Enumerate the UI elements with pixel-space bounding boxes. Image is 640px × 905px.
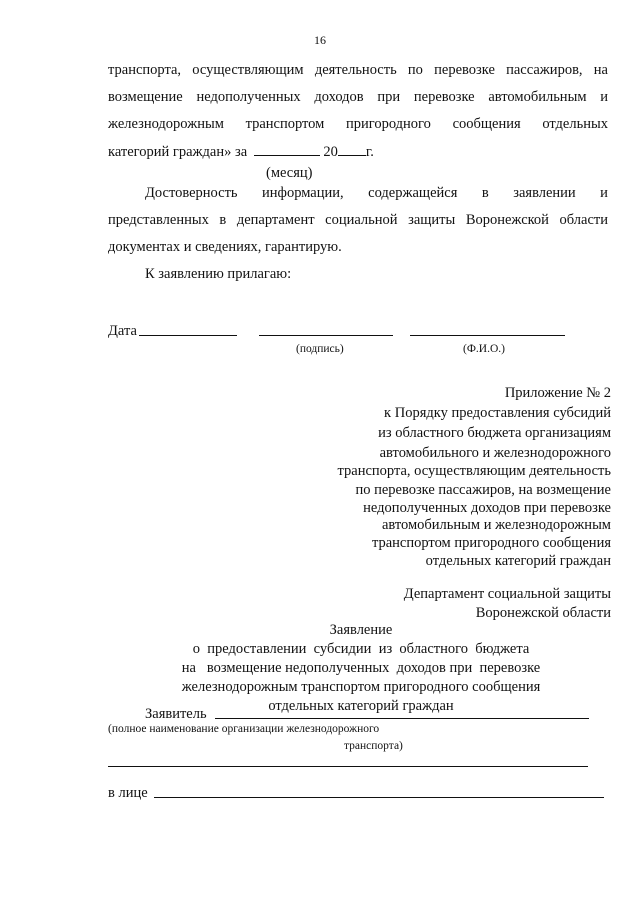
year-prefix: 20 [323, 144, 338, 160]
word: транспортом [245, 116, 325, 132]
word: заявлении [513, 185, 576, 201]
continuation-line-2 [108, 88, 608, 106]
applicant-label: Заявитель [145, 706, 207, 722]
word: транспорта, [108, 62, 182, 78]
appendix-line-1: Приложение № 2 [504, 385, 611, 401]
applicant-caption-line-1: (полное наименование организации железнодорожного [108, 723, 380, 735]
word: перевозке [413, 89, 475, 105]
page-number: 16 [314, 33, 326, 47]
word: железнодорожным [108, 116, 224, 132]
word: и [600, 89, 608, 105]
month-caption: (месяц) [266, 165, 313, 181]
reliability-line-1 [145, 184, 608, 202]
signature-caption: (подпись) [296, 343, 344, 355]
addressee-line-2: Воронежской области [475, 605, 611, 621]
appendix-line-10: отдельных категорий граждан [425, 553, 611, 569]
word: деятельность [314, 62, 397, 78]
application-subtitle-line-1: о предоставлении субсидии из областного бюджета [192, 641, 530, 657]
word: на [593, 62, 608, 78]
year-blank [338, 142, 366, 156]
applicant-line [215, 718, 589, 719]
word: пригородного [345, 116, 431, 132]
application-subtitle-line-3: железнодорожным транспортом пригородного сообщения [181, 679, 541, 695]
word: отдельных [542, 116, 608, 132]
word: информации, [262, 185, 344, 201]
continuation-line-3 [108, 115, 608, 133]
applicant-second-line [108, 766, 588, 767]
word: по [407, 62, 423, 78]
appendix-line-2: к Порядку предоставления субсидий [384, 405, 611, 421]
word: и [600, 185, 608, 201]
addressee-line-1: Департамент социальной защиты [403, 586, 611, 602]
word: перевозке [434, 62, 495, 78]
name-caption: (Ф.И.О.) [463, 343, 505, 355]
appendix-line-3: из областного бюджета организациям [378, 425, 611, 441]
application-title: Заявление [329, 622, 393, 638]
appendix-line-6: по перевозке пассажиров, на возмещение [355, 482, 611, 498]
continuation-line-1 [108, 61, 608, 79]
appendix-line-9: транспортом пригородного сообщения [371, 535, 611, 551]
word: автомобильным [488, 89, 587, 105]
word: осуществляющим [192, 62, 304, 78]
reliability-line-3: документах и сведениях, гарантирую. [108, 239, 342, 255]
attach-text: К заявлению прилагаю: [145, 266, 292, 282]
application-subtitle-line-2: на возмещение недополученных доходов при перевозке [181, 660, 541, 676]
word: содержащейся [368, 185, 458, 201]
date-label: Дата [108, 323, 137, 339]
applicant-caption-line-2: транспорта) [344, 740, 403, 752]
application-subtitle-line-4: отдельных категорий граждан [268, 698, 454, 714]
representative-label: в лице [108, 785, 148, 801]
word: пассажиров, [506, 62, 583, 78]
word: в [481, 185, 489, 201]
month-blank [254, 142, 320, 156]
name-line [410, 335, 565, 336]
reliability-line-2: представленных в департамент социальной защиты Воронежской области [108, 212, 608, 228]
appendix-line-4: автомобильного и железнодорожного [379, 445, 611, 461]
date-line [139, 335, 237, 336]
word: доходов [314, 89, 364, 105]
signature-line [259, 335, 393, 336]
word: Достоверность [145, 185, 238, 201]
representative-line [154, 797, 604, 798]
continuation-line-4 [108, 142, 374, 161]
period-text: категорий граждан» за [108, 144, 248, 160]
year-suffix: г. [365, 144, 374, 160]
word: недополученных [196, 89, 301, 105]
appendix-line-8: автомобильным и железнодорожным [381, 517, 611, 533]
appendix-line-5: транспорта, осуществляющим деятельность [337, 463, 611, 479]
word: возмещение [108, 89, 183, 105]
word: сообщения [452, 116, 521, 132]
word: при [377, 89, 401, 105]
appendix-line-7: недополученных доходов при перевозке [363, 500, 611, 516]
